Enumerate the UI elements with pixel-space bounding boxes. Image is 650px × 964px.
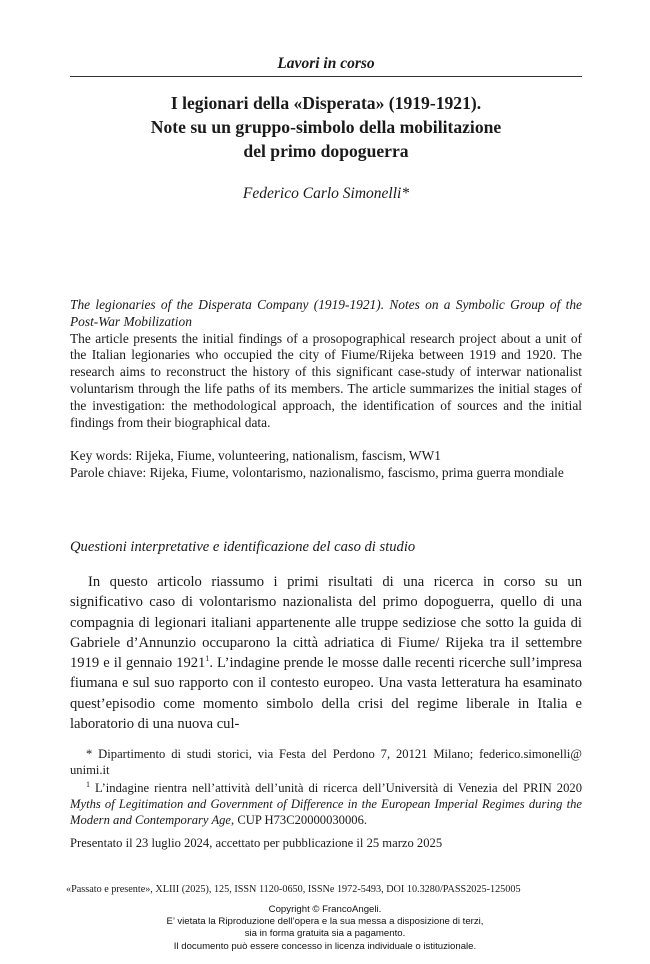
footnote-text: , CUP H73C20000030006. bbox=[231, 813, 368, 827]
copyright-line: Copyright © FrancoAngeli. bbox=[268, 904, 382, 915]
title-line: Note su un gruppo-simbolo della mobilitazione bbox=[150, 117, 502, 137]
submission-dates: Presentato il 23 luglio 2024, accettato per pubblicazione il 25 marzo 2025 bbox=[70, 836, 443, 850]
copyright-line: E’ vietata la Riproduzione dell’opera e la sua messa a disposizione di terzi, bbox=[166, 916, 484, 928]
abstract bbox=[70, 297, 582, 431]
copyright-line: sia in forma gratuita sia a pagamento. bbox=[244, 928, 406, 940]
body-text-part: . L’indagine prende le mosse dalle recenti ricerche sull’impresa fiumana e sul suo rapporto con il contesto europeo. Una vasta letteratura ha esaminato quest’episodio come momento simbolo della crisi del regime liberale in Italia e laboratorio di una nuova cul- bbox=[70, 655, 582, 733]
footnote-reference[interactable]: 1 bbox=[205, 654, 210, 664]
header-rule bbox=[70, 76, 582, 77]
copyright-line: Il documento può essere concesso in licenza individuale o istituzionale. bbox=[173, 940, 477, 952]
article-title bbox=[70, 91, 582, 163]
body-paragraph bbox=[70, 572, 582, 734]
footnote-project-title: Myths of Legitimation and Government of Difference in the European Imperial Regimes during the Modern and Contemporary Age bbox=[70, 797, 582, 827]
copyright-notice bbox=[100, 904, 550, 953]
footnote-marker: 1 bbox=[86, 779, 90, 789]
journal-info: «Passato e presente», XLIII (2025), 125, ISSN 1120-0650, ISSNe 1972-5493, DOI 10.3280/PASS2025-125005 bbox=[66, 884, 521, 895]
abstract-title: The legionaries of the Disperata Company (1919-1921). Notes on a Symbolic Group of the Post-War Mobilization bbox=[70, 297, 582, 329]
keywords bbox=[70, 447, 582, 481]
footnote-1 bbox=[70, 780, 582, 828]
footnotes bbox=[70, 746, 582, 830]
section-label: Lavori in corso bbox=[277, 55, 375, 72]
keywords-it: Parole chiave: Rijeka, Fiume, volontarismo, nazionalismo, fascismo, prima guerra mondiale bbox=[70, 465, 564, 480]
body-text-part: In questo articolo riassumo i primi risultati di una ricerca in corso su un significativo caso di volontarismo nazionalista del primo dopoguerra, quello di una compagnia di legionari italiani appartenente alle truppe sediziose che sotto la guida di Gabriele d’Annunzio occuparono la città adriatica di Fiume/ Rijeka tra il settembre 1919 e il gennaio 1921 bbox=[70, 574, 582, 672]
keywords-en: Key words: Rijeka, Fiume, volunteering, nationalism, fascism, WW1 bbox=[70, 448, 441, 463]
title-line: del primo dopoguerra bbox=[243, 141, 409, 161]
abstract-text: The article presents the initial findings of a prosopographical research project about a unit of the Italian legionaries who occupied the city of Fiume/Rijeka between 1919 and 1920. The research aims to reconstruct the history of this significant case-study of interwar nationalist voluntarism through the life paths of its members. The article summarizes the initial stages of the investigation: the methodological approach, the identification of sources and the initial findings from their biographical data. bbox=[70, 330, 582, 430]
title-line: I legionari della «Disperata» (1919-1921). bbox=[170, 93, 482, 113]
footnote-star: * Dipartimento di studi storici, via Festa del Perdono 7, 20121 Milano; federico.simonelli@ unimi.it bbox=[70, 747, 582, 777]
author-name: Federico Carlo Simonelli* bbox=[242, 185, 410, 202]
section-heading: Questioni interpretative e identificazione del caso di studio bbox=[70, 539, 416, 555]
footnote-text: L’indagine rientra nell’attività dell’unità di ricerca dell’Università di Venezia del PRIN 2020 bbox=[90, 781, 582, 795]
